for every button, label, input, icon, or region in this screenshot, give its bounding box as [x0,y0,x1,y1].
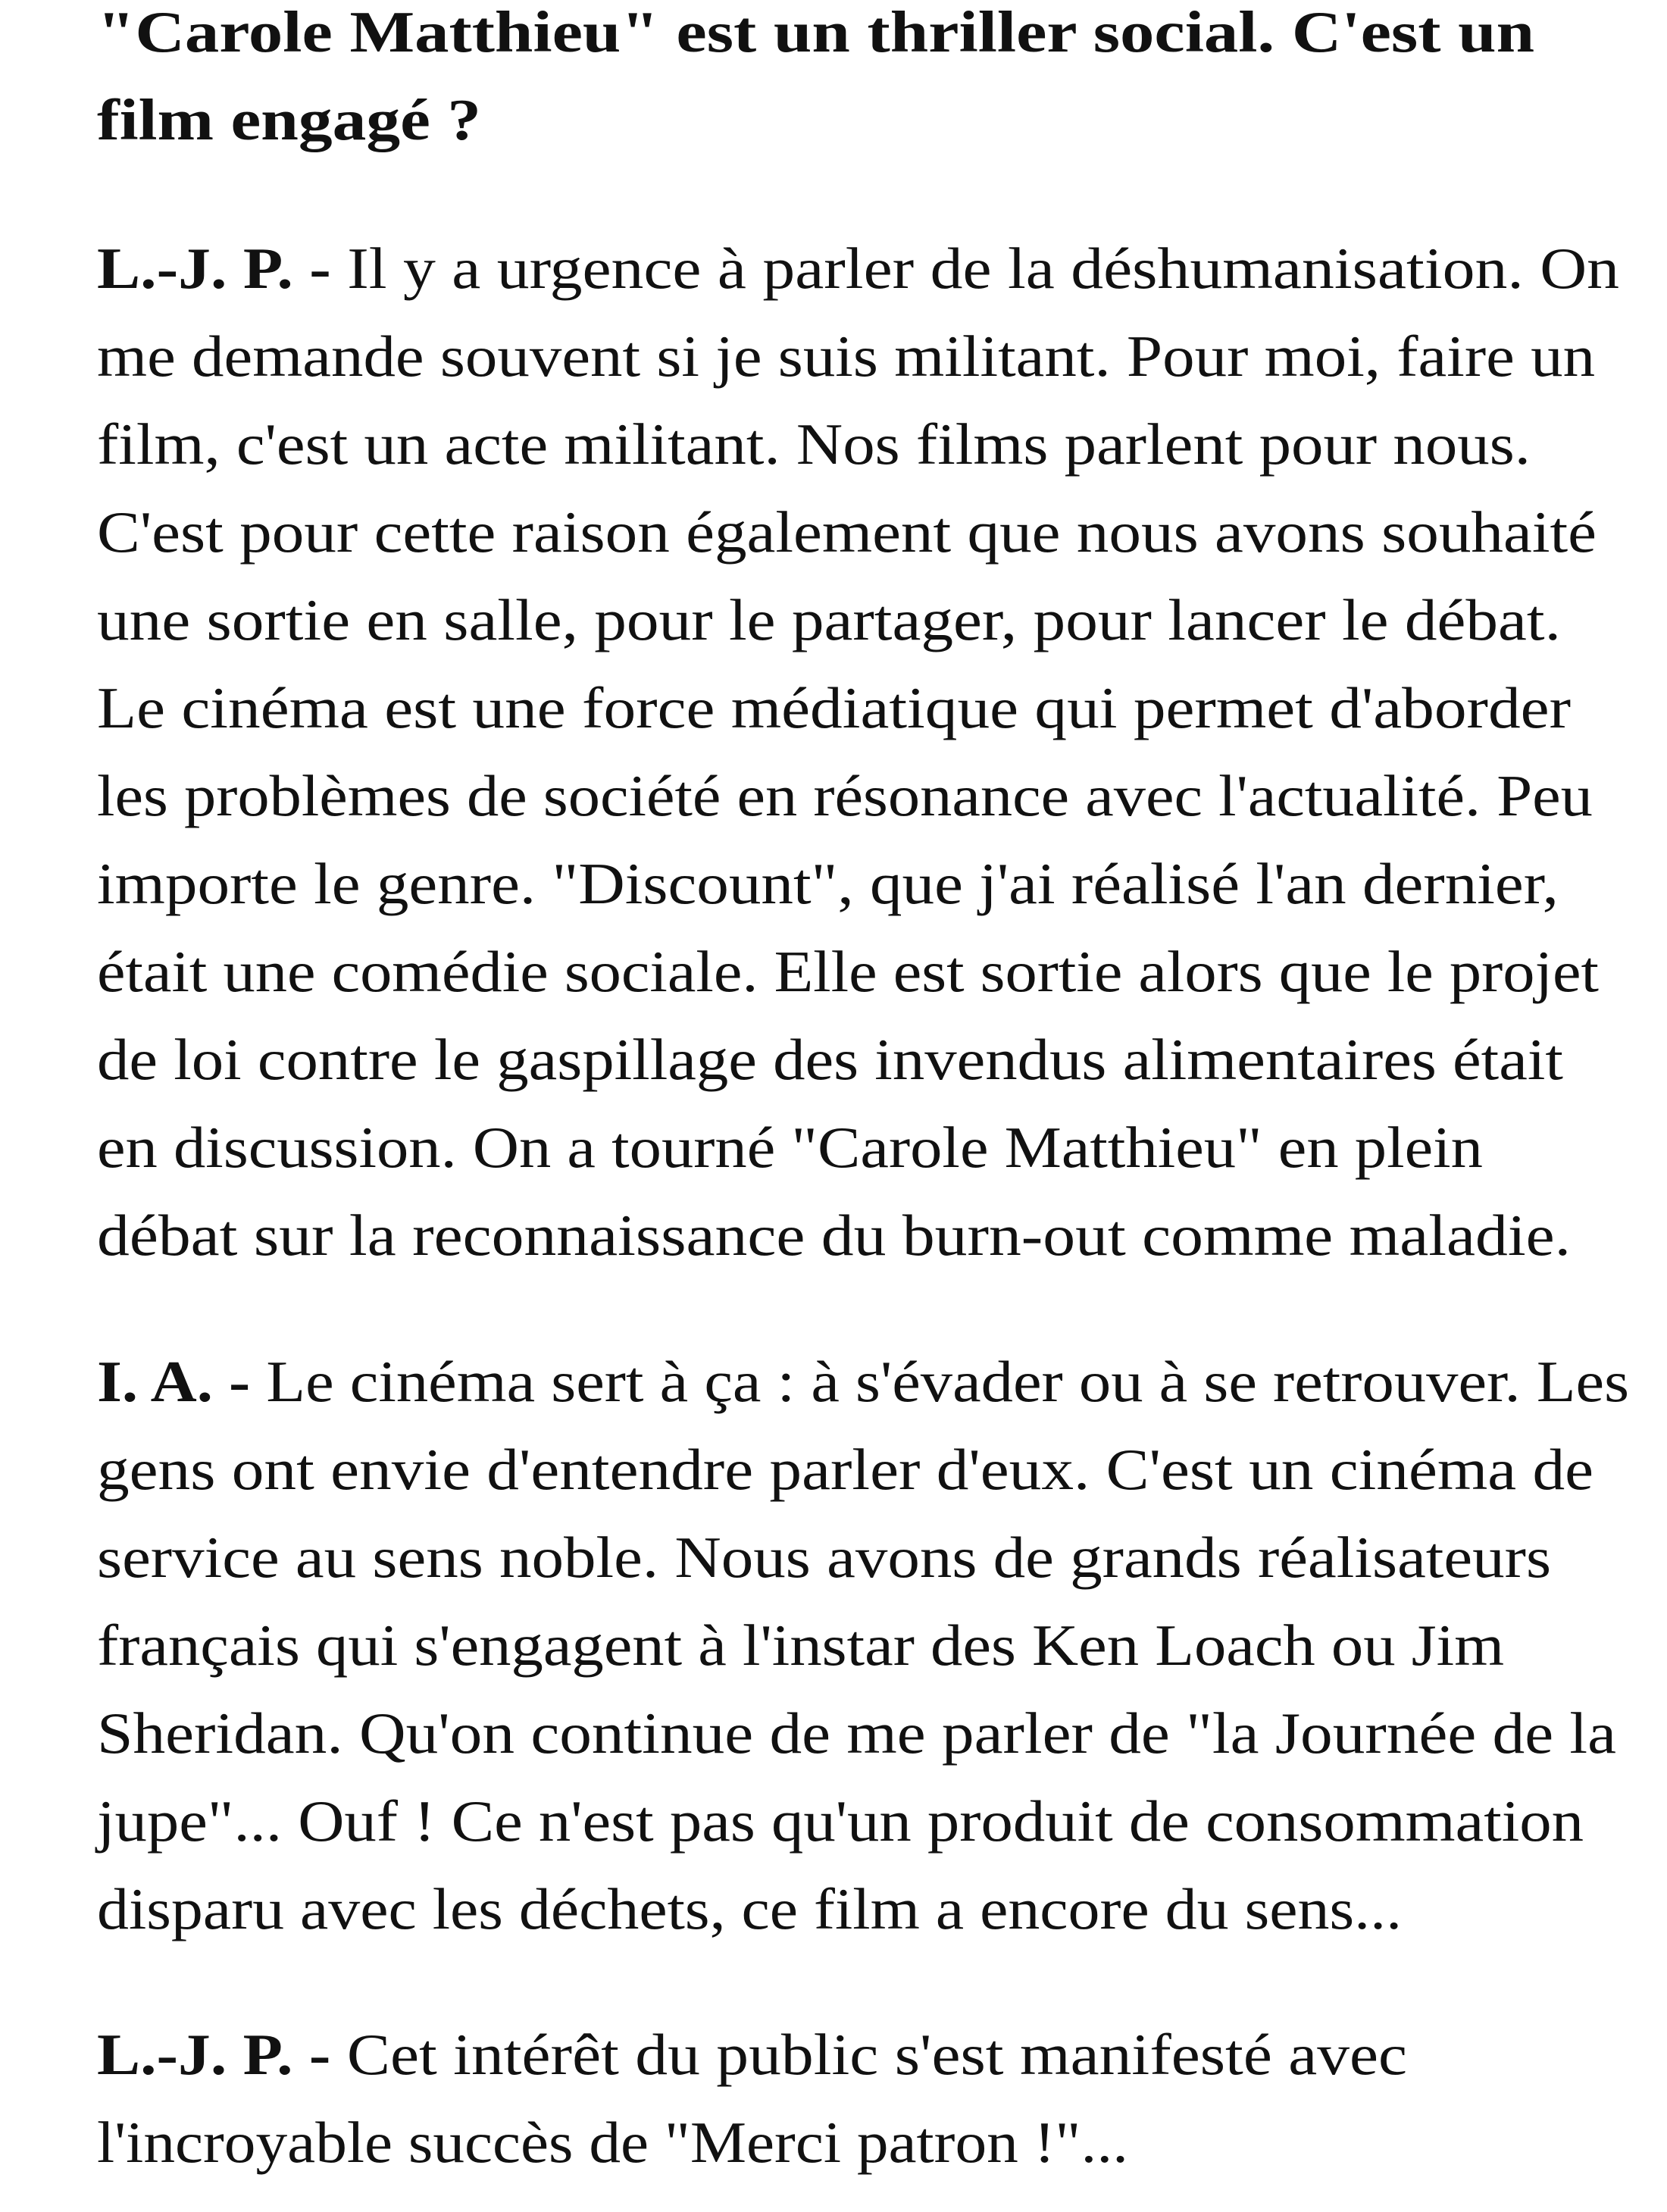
speaker-initials: L.-J. P. [97,236,293,301]
answer-line: disparu avec les déchets, ce film a encore du sens... [97,1876,1403,1941]
question-line: film engagé ? [97,87,482,152]
answer-line: une sortie en salle, pour le partager, pour lancer le débat. [97,587,1561,652]
answer-text: Le cinéma sert à ça : à s'évader ou à se retrouver. Les [266,1349,1630,1414]
answer-line: jupe"... Ouf ! Ce n'est pas qu'un produit de consommation [97,1788,1584,1854]
answer-line: débat sur la reconnaissance du burn-out comme maladie. [97,1203,1572,1268]
speaker-initials: L.-J. P. [97,2022,293,2087]
answer-line: français qui s'engagent à l'instar des Ken Loach ou Jim [97,1613,1505,1678]
answer-text: Il y a urgence à parler de la déshumanisation. On [347,236,1620,301]
answer-line: C'est pour cette raison également que nous avons souhaité [97,499,1597,565]
answer-line: service au sens noble. Nous avons de grands réalisateurs [97,1525,1552,1590]
answer-line: était une comédie sociale. Elle est sortie alors que le projet [97,939,1599,1004]
answer-text: Cet intérêt du public s'est manifesté avec [346,2022,1408,2087]
speaker-separator: - [292,236,348,301]
answer-line: l'incroyable succès de "Merci patron !"... [97,2110,1129,2175]
answer-line: Le cinéma est une force médiatique qui permet d'aborder [97,675,1572,740]
speaker-separator: - [292,2022,347,2087]
answer-line: en discussion. On a tourné "Carole Matthieu" en plein [97,1115,1483,1180]
question-line: "Carole Matthieu" est un thriller social. C'est un [97,0,1535,64]
answer-line: les problèmes de société en résonance avec l'actualité. Peu [97,763,1593,828]
speaker-initials: I. A. [97,1349,213,1414]
answer-line [97,236,1620,301]
answer-line [97,1349,1630,1414]
answer-line: Sheridan. Qu'on continue de me parler de "la Journée de la [97,1700,1617,1766]
answer-line: gens ont envie d'entendre parler d'eux. C'est un cinéma de [97,1437,1594,1502]
answer-line: importe le genre. "Discount", que j'ai réalisé l'an dernier, [97,851,1559,916]
answer-line: film, c'est un acte militant. Nos films parlent pour nous. [97,411,1531,477]
answer-line: de loi contre le gaspillage des invendus alimentaires était [97,1027,1563,1092]
speaker-separator: - [212,1349,267,1414]
answer-line: me demande souvent si je suis militant. Pour moi, faire un [97,324,1596,389]
answer-line [97,2022,1408,2087]
